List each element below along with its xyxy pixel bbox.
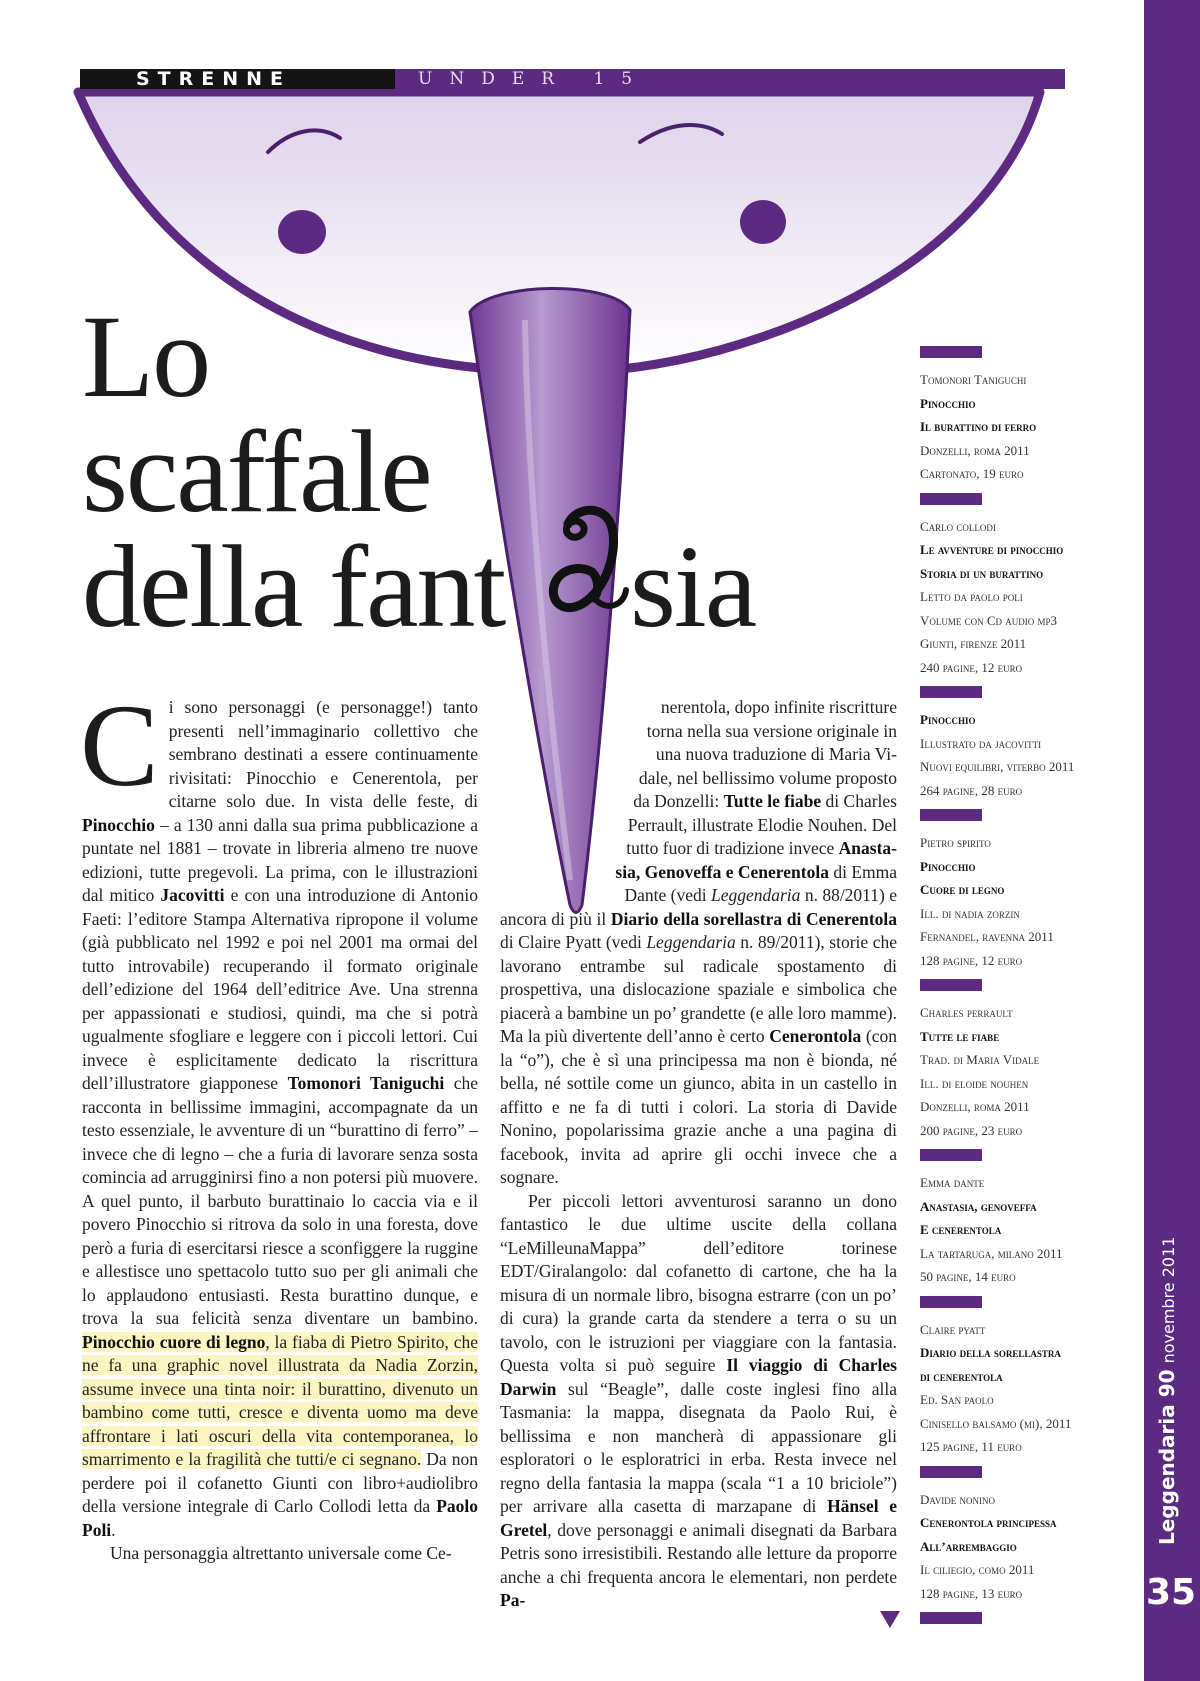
text-run: Perrault, illustrate Elodie Nouhen. Del <box>627 814 897 835</box>
book-detail: 125 pagine, 11 euro <box>920 1439 1022 1454</box>
book-title: Il burattino di ferro <box>920 419 1037 434</box>
book-detail: Nuovi equilibri, viterbo 2011 <box>920 759 1075 774</box>
bold-title-text: Il viaggio di Charles Darwin <box>500 1355 897 1399</box>
book-detail: Emma dante <box>920 1175 985 1190</box>
drop-cap: C <box>80 680 159 811</box>
text-line: torna nella sua versione originale in <box>646 720 897 741</box>
bold-title-text: Cenerontola <box>769 1026 862 1046</box>
book-detail: 128 pagine, 13 euro <box>920 1585 1023 1601</box>
text-run: di Charles <box>821 791 897 811</box>
section-label: STRENNE <box>136 68 292 90</box>
text-run: ancora di più il <box>500 908 611 929</box>
text-line: nerentola, dopo infinite riscritture <box>660 697 897 717</box>
book-detail: 128 pagine, 12 euro <box>920 952 1023 968</box>
text-run: i sono personaggi (e personagge!) tanto presenti nell’immaginario collettivo che sembrano destinati a essere continuamente rivisitati: Pinocchio e Cenerentola, per citarne solo due. In vista delle feste, di <box>168 697 478 811</box>
article-column-middle <box>500 696 897 1613</box>
bold-title-text: sia, Genoveffa e Cenerentola <box>615 861 829 882</box>
book-entry <box>920 686 1135 802</box>
magazine-name: Leggendaria 90 <box>1155 1369 1179 1545</box>
right-cheek <box>740 200 786 244</box>
book-detail: 50 pagine, 14 euro <box>920 1269 1016 1284</box>
book-detail: Pietro spirito <box>920 835 991 850</box>
text-line <box>500 884 897 908</box>
entry-separator-bar <box>920 346 982 358</box>
text-run: tutto fuor di tradizione invece <box>626 838 839 858</box>
book-title: Pinocchio <box>920 858 976 874</box>
book-title: Diario della sorellastra <box>920 1345 1061 1360</box>
text-run: da Donzelli: <box>633 791 724 811</box>
book-detail: Donzelli, roma 2011 <box>920 442 1030 458</box>
book-entry <box>920 809 1135 972</box>
text-run: Una personaggia altrettanto universale come Ce- <box>110 1543 452 1563</box>
title-line-3-end: sia <box>630 521 756 652</box>
bold-title-text: Paolo Poli <box>82 1496 478 1540</box>
bold-title-text: Hänsel e Gretel <box>500 1496 897 1540</box>
book-detail: Cinisello balsamo (mi), 2011 <box>920 1415 1072 1431</box>
bold-title-text: Anasta- <box>838 838 897 858</box>
text-run: , dove personaggi e animali disegnati da Barbara Petris sono irresistibili. Restando alle letture da proporre anche a chi frequenta ancora le elementari, non perdete <box>500 1519 897 1587</box>
left-cheek <box>278 210 326 254</box>
text-run: , la fiaba di Pietro Spirito, che ne fa una graphic novel illustrata da Nadia Zorzin, assume invece una tinta noir: il burattino, divenuto un bambino come tutti, cresce e diventa uomo ma deve affrontare i lati oscuri della vita contemporanea, lo smarrimento e la fragilità che tutti/e ci segnano. <box>82 1331 478 1469</box>
text-run: – a 130 anni dalla sua prima pubblicazione a puntate nel 1881 – trovate in libreria almeno tre nuove edizioni, tutte pregevoli. La prima, con le illustrazioni dal mitico <box>82 814 478 905</box>
book-title: Pinocchio <box>920 395 976 411</box>
book-detail: La tartaruga, milano 2011 <box>920 1245 1063 1261</box>
end-arrow-icon <box>880 1611 900 1628</box>
book-entry <box>920 1149 1135 1289</box>
entry-separator-bar <box>920 1149 982 1161</box>
book-title: Pinocchio <box>920 712 976 727</box>
book-entry <box>920 1296 1135 1459</box>
text-run: che racconta in bellissime immagini, accompagnate da un testo essenziale, le avventure di un “burattino di ferro” – invece che di legno – che a furia di lavorare senza sosta comincia ad arrugginirsi fino a non potersi più muovere. A quel punto, il barbuto burattinaio lo caccia via e il povero Pinocchio si ritrova da solo in una foresta, dove però a furia di esercitarsi riesce a sconfiggere la ruggine e allestisce uno spettacolo tutto suo per gli animali che lo applaudono entusiasti. Resta burattino dunque, e trova la sua felicità senza diventare un bambino. <box>82 1073 478 1328</box>
magazine-footer <box>1155 1237 1179 1545</box>
book-entry <box>920 346 1135 486</box>
book-detail: Ill. di eloide nouhen <box>920 1075 1029 1091</box>
book-detail: 264 pagine, 28 euro <box>920 782 1023 798</box>
title-line-1: Lo <box>82 291 210 422</box>
bold-title-text: Tutte le fiabe <box>723 791 822 811</box>
text-run: (con la “o”), che è sì una principessa ma non è bionda, né bella, né sottile come un giunco, abita in un castello in affitto e ne fa di tutti i colori. La storia di Davide Nonino, popolarissima grazie anche a una pagina di facebook, invita ad aprire gli occhi invece che a sognare. <box>500 1026 897 1187</box>
title-line-3: della fant <box>82 521 505 652</box>
text-run: n. 88/2011) e <box>800 885 897 905</box>
text-line <box>500 790 897 814</box>
book-title: Anastasia, genoveffa <box>920 1198 1037 1214</box>
entry-separator-bar <box>920 1296 982 1308</box>
article-paragraph-3 <box>500 908 897 1190</box>
text-line <box>500 837 897 861</box>
page-number: 35 <box>1145 1572 1197 1613</box>
text-line: dale, nel bellissimo volume proposto <box>638 767 897 788</box>
book-title: All’arrembaggio <box>920 1538 1017 1554</box>
book-entry <box>920 979 1135 1142</box>
text-line: una nuova traduzione di Maria Vi- <box>655 744 897 764</box>
bold-title-text: Pinocchio <box>82 814 155 835</box>
bold-title-text: Tomonori Taniguchi <box>287 1073 445 1093</box>
text-run: e con una introduzione di Antonio Faeti: l’editore Stampa Alternativa ripropone il volume (già pubblicato nel 1992 e poi nel 2001 ma ormai del tutto introvabile) recuperando il formato originale dell’edizione del 1964 dell’editrice Ave. Una strenna per appassionati e studiosi, quindi, ma che si potrà ugualmente sfogliare e leggere con i piccoli lettori. Cui invece è esplicitamente dedicato la riscrittura dell’illustratore giapponese <box>82 885 478 1093</box>
bold-title-text: Pa- <box>500 1590 526 1610</box>
article-paragraph-4 <box>500 1190 897 1613</box>
text-run: di Emma <box>828 861 897 882</box>
italic-text: Leggendaria <box>710 885 801 905</box>
sidebar-end-bar <box>920 1612 982 1624</box>
entry-separator-bar <box>920 809 982 821</box>
book-detail: Giunti, firenze 2011 <box>920 636 1027 651</box>
article-paragraph-2 <box>82 1542 478 1566</box>
subsection-label: UNDER 15 <box>418 69 650 89</box>
text-run: di Claire Pyatt (vedi <box>500 932 647 952</box>
text-line <box>500 861 897 885</box>
book-detail: Claire pyatt <box>920 1321 986 1337</box>
ornamental-a-icon <box>540 494 632 620</box>
book-list-sidebar <box>920 346 1135 1624</box>
text-run: Per piccoli lettori avventurosi saranno un dono fantastico le due ultime uscite della collana “LeMilleunaMappa” dell’editore torinese EDT/Giralangolo: dal cofanetto di cartone, che ha la misura di un normale libro, bisogna estrarre (con un po’ di cura) la grande carta da stendere a terra o su un tavolo, con le istruzioni per viaggiare con la fantasia. Questa volta si può seguire <box>500 1190 897 1375</box>
paragraph-2-runs <box>110 1543 452 1563</box>
book-detail: 240 pagine, 12 euro <box>920 659 1023 675</box>
entry-separator-bar <box>920 493 982 505</box>
book-detail: Il ciliegio, como 2011 <box>920 1562 1035 1577</box>
book-detail: Ed. San paolo <box>920 1392 994 1407</box>
book-entry <box>920 493 1135 680</box>
book-title: Cuore di legno <box>920 882 1005 897</box>
entry-separator-bar <box>920 1466 982 1478</box>
book-title: Tutte le fiabe <box>920 1028 1000 1044</box>
book-title: Cenerontola principessa <box>920 1515 1057 1530</box>
book-title: Storia di un burattino <box>920 565 1044 581</box>
text-run: Dante (vedi <box>624 885 711 905</box>
italic-text: Leggendaria <box>646 932 736 952</box>
book-detail: Carlo collodi <box>920 518 996 534</box>
book-detail: Fernandel, ravenna 2011 <box>920 929 1054 944</box>
article-paragraph-1 <box>80 680 479 1542</box>
bold-title-text: Pinocchio cuore di legno <box>82 1331 266 1352</box>
book-entry <box>920 1466 1135 1606</box>
text-run: Da non perdere poi il cofanetto Giunti con libro+audiolibro della versione integrale di Carlo Collodi letta da <box>82 1449 479 1516</box>
book-detail: Letto da paolo poli <box>920 589 1023 604</box>
book-detail: Illustrato da jacovitti <box>920 735 1042 751</box>
bold-title-text: Diario della sorellastra di Cenerentola <box>610 908 898 929</box>
paragraph-1-runs <box>80 680 479 1540</box>
bold-title-text: Jacovitti <box>160 885 225 905</box>
text-line <box>500 814 897 838</box>
text-run: n. 89/2011), storie che lavorano entrambe sul radicale spostamento di prospettiva, una dislocazione spaziale e simbolica che piacerà a bambine un po’ grandette (e alle loro mamme). Ma la più divertente dell’anno è certo <box>500 932 897 1046</box>
book-detail: Cartonato, 19 euro <box>920 466 1024 481</box>
issue-date: novembre 2011 <box>1159 1236 1178 1364</box>
text-run: sul “Beagle”, dalle coste inglesi fino alla Tasmania: la mappa, disegnata da Paolo Rui, è bellissima e non mancherà di appassionare gli esploratori o le esploratrici in erba. Resta invece nel regno della fantasia la mappa (scala “1 a 10 briciole”) per arrivare alla casetta di marzapane di <box>500 1378 897 1516</box>
text-run: . <box>111 1519 116 1540</box>
entry-separator-bar <box>920 979 982 991</box>
paragraph-continuation-top <box>500 696 897 908</box>
book-detail: Charles perrault <box>920 1005 1013 1020</box>
book-detail: Volume con Cd audio mp3 <box>920 612 1058 628</box>
entry-separator-bar <box>920 686 982 698</box>
book-detail: 200 pagine, 23 euro <box>920 1122 1023 1138</box>
book-detail: Trad. di Maria Vidale <box>920 1052 1040 1067</box>
book-detail: Ill. di nadia zorzin <box>920 905 1020 921</box>
book-title: di cenerentola <box>920 1368 1003 1384</box>
book-title: Le avventure di pinocchio <box>920 542 1064 557</box>
book-detail: Tomonori Taniguchi <box>920 372 1027 387</box>
book-detail: Davide nonino <box>920 1491 995 1507</box>
article-column-left <box>80 680 479 1566</box>
book-detail: Donzelli, roma 2011 <box>920 1099 1030 1114</box>
title-line-2: scaffale <box>82 406 431 537</box>
book-title: E cenerentola <box>920 1222 1002 1237</box>
